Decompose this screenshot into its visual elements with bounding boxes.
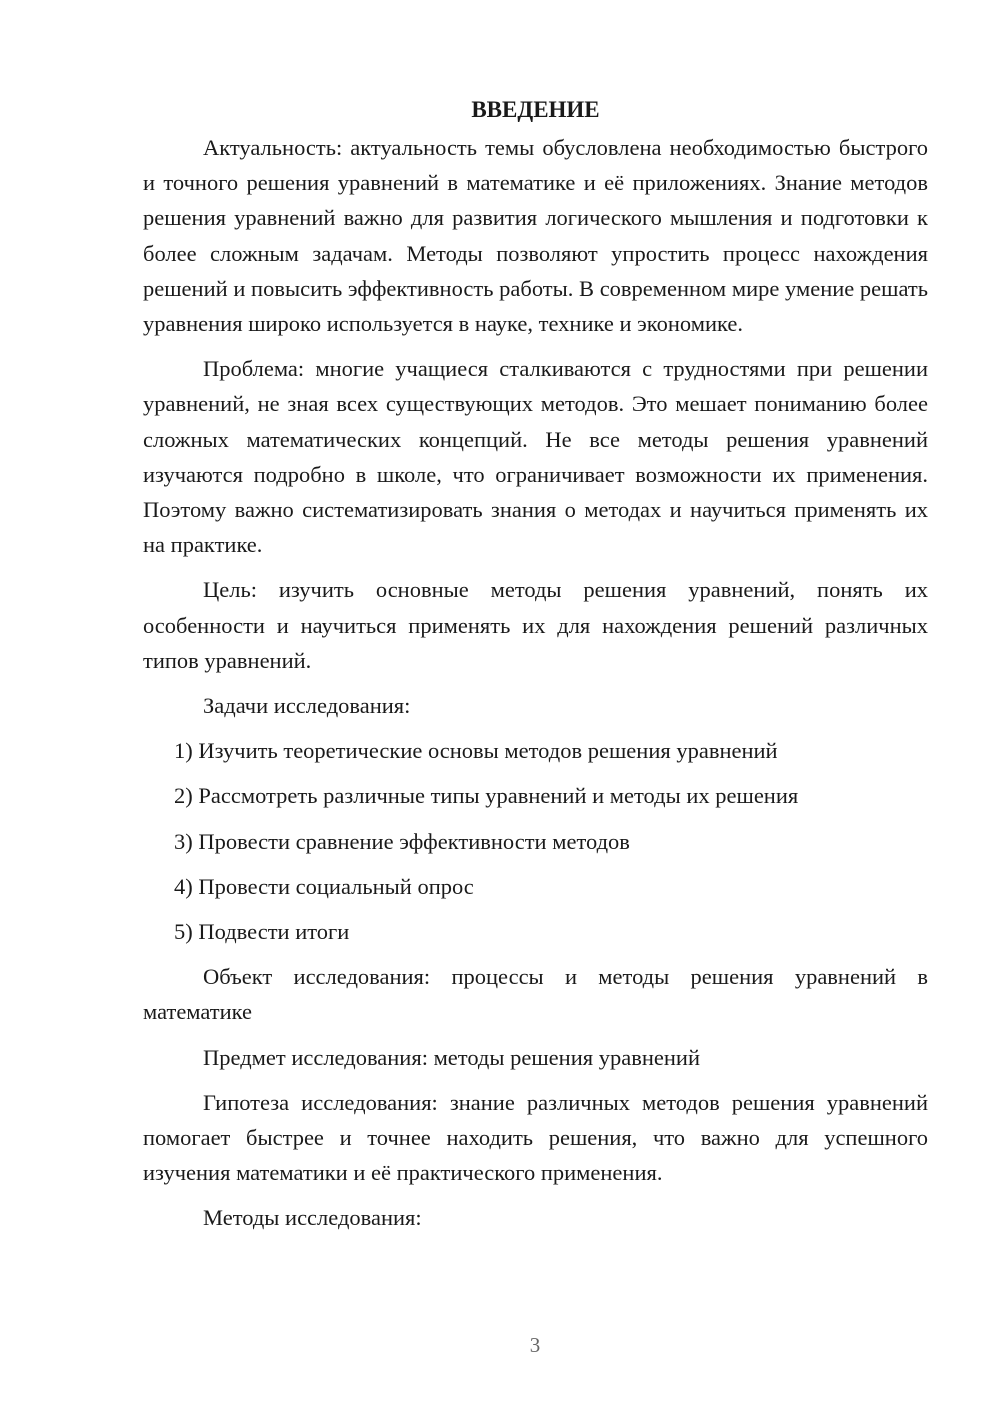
tasks-label: Задачи исследования: [203, 693, 411, 719]
list-item: 1) Изучить теоретические основы методов решения уравнений [174, 738, 778, 764]
methods-label: Методы исследования: [203, 1205, 422, 1231]
paragraph-object: Объект исследования: процессы и методы решения уравнений в математике [143, 964, 928, 1025]
list-item: 5) Подвести итоги [174, 919, 350, 945]
list-item: 4) Провести социальный опрос [174, 873, 474, 899]
paragraph-goal: Цель: изучить основные методы решения уравнений, понять их особенности и научиться применять их для нахождения решений различных типов уравнений. [143, 577, 928, 673]
paragraph-subject: Предмет исследования: методы решения уравнений [203, 1044, 700, 1070]
list-item: 3) Провести сравнение эффективности методов [174, 828, 630, 854]
paragraph-problem: Проблема: многие учащиеся сталкиваются с трудностями при решении уравнений, не зная всех существующих методов. Это мешает пониманию более сложных математических концепций. Не все методы решения уравнений изучаются подробно в школе, что ограничивает возможности их применения. Поэтому важно систематизировать знания о методах и научиться применять их на практике. [143, 356, 928, 558]
document-page [143, 94, 928, 1246]
paragraph-relevance: Актуальность: актуальность темы обусловлена необходимостью быстрого и точного решения уравнений в математике и её приложениях. Знание методов решения уравнений важно для развития логического мышления и подготовки к более сложным задачам. Методы позволяют упростить процесс нахождения решений и повысить эффективность работы. В современном мире умение решать уравнения широко используется в науке, технике и экономике. [143, 135, 928, 337]
page-number: 3 [529, 1333, 541, 1357]
tasks-list [143, 733, 928, 949]
list-item: 2) Рассмотреть различные типы уравнений и методы их решения [174, 783, 799, 809]
paragraph-hypothesis: Гипотеза исследования: знание различных методов решения уравнений помогает быстрее и точнее находить решения, что важно для успешного изучения математики и её практического применения. [143, 1089, 928, 1186]
section-heading: ВВЕДЕНИЕ [471, 97, 600, 122]
